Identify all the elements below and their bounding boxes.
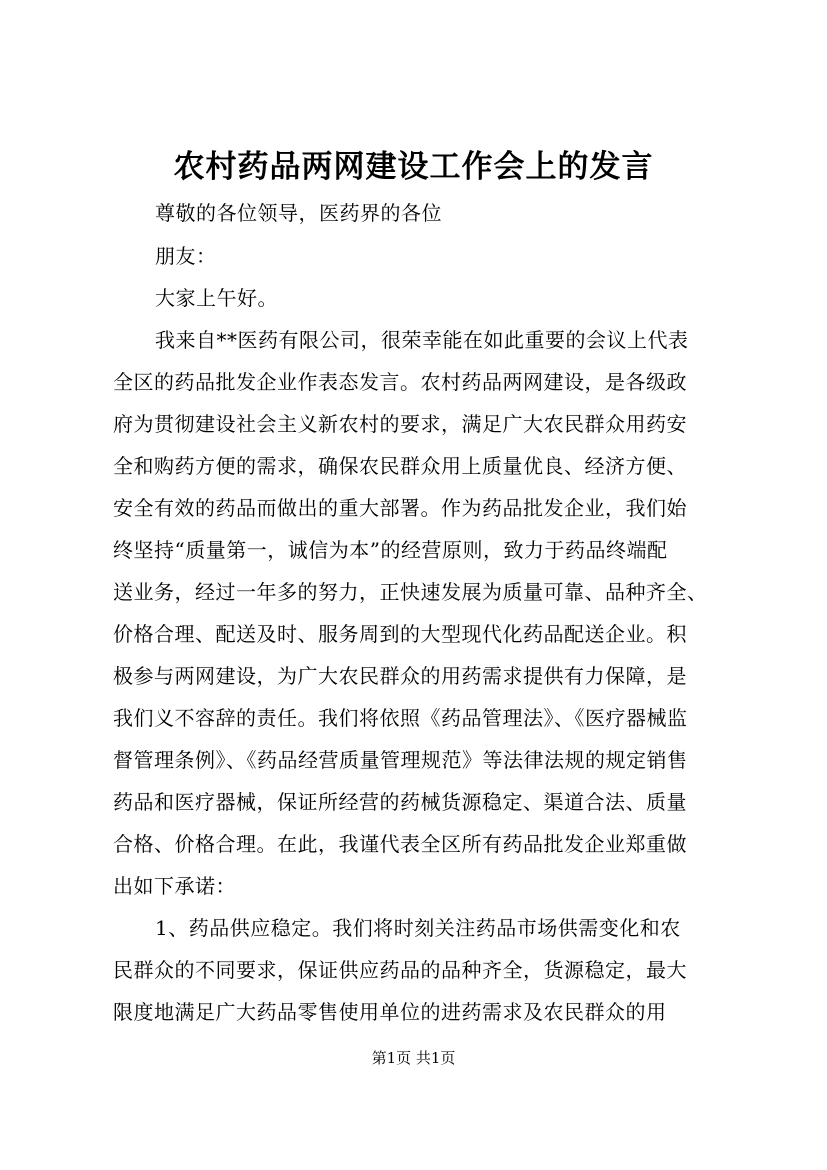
body-line: 安全有效的药品而做出的重大部署。作为药品批发企业，我们始 (113, 496, 687, 520)
greeting-line: 大家上午好。 (155, 286, 278, 310)
body-line: 终坚持“质量第一，诚信为本”的经营原则，致力于药品终端配 (113, 538, 668, 562)
page-footer: 第1页 共1页 (371, 1049, 456, 1067)
body-line: 合格、价格合理。在此，我谨代表全区所有药品批发企业郑重做 (113, 832, 687, 856)
body-line: 价格合理、配送及时、服务周到的大型现代化药品配送企业。积 (113, 622, 687, 646)
body-line: 出如下承诺： (113, 874, 236, 898)
body-line: 我们义不容辞的责任。我们将依照《药品管理法》、《医疗器械监 (113, 706, 688, 730)
commitment-line: 限度地满足广大药品零售使用单位的进药需求及农民群众的用 (113, 1000, 667, 1024)
commitment-line: 民群众的不同要求，保证供应药品的品种齐全，货源稳定，最大 (113, 958, 687, 982)
body-line: 送业务，经过一年多的努力，正快速发展为质量可靠、品种齐全、 (113, 580, 708, 604)
commitment-line: 1、药品供应稳定。我们将时刻关注药品市场供需变化和农 (155, 916, 681, 940)
body-line: 府为贯彻建设社会主义新农村的要求，满足广大农民群众用药安 (113, 412, 687, 436)
document-title: 农村药品两网建设工作会上的发言 (173, 149, 654, 185)
body-line: 极参与两网建设，为广大农民群众的用药需求提供有力保障，是 (113, 664, 687, 688)
body-line: 督管理条例》、《药品经营质量管理规范》等法律法规的规定销售 (113, 748, 688, 772)
salutation-line-1: 尊敬的各位领导，医药界的各位 (155, 201, 442, 225)
body-line: 全和购药方便的需求，确保农民群众用上质量优良、经济方便、 (113, 454, 687, 478)
body-line: 药品和医疗器械，保证所经营的药械货源稳定、渠道合法、质量 (113, 790, 687, 814)
body-line: 我来自**医药有限公司，很荣幸能在如此重要的会议上代表 (155, 328, 689, 352)
salutation-line-2: 朋友： (155, 244, 217, 268)
body-line: 全区的药品批发企业作表态发言。农村药品两网建设，是各级政 (113, 370, 687, 394)
